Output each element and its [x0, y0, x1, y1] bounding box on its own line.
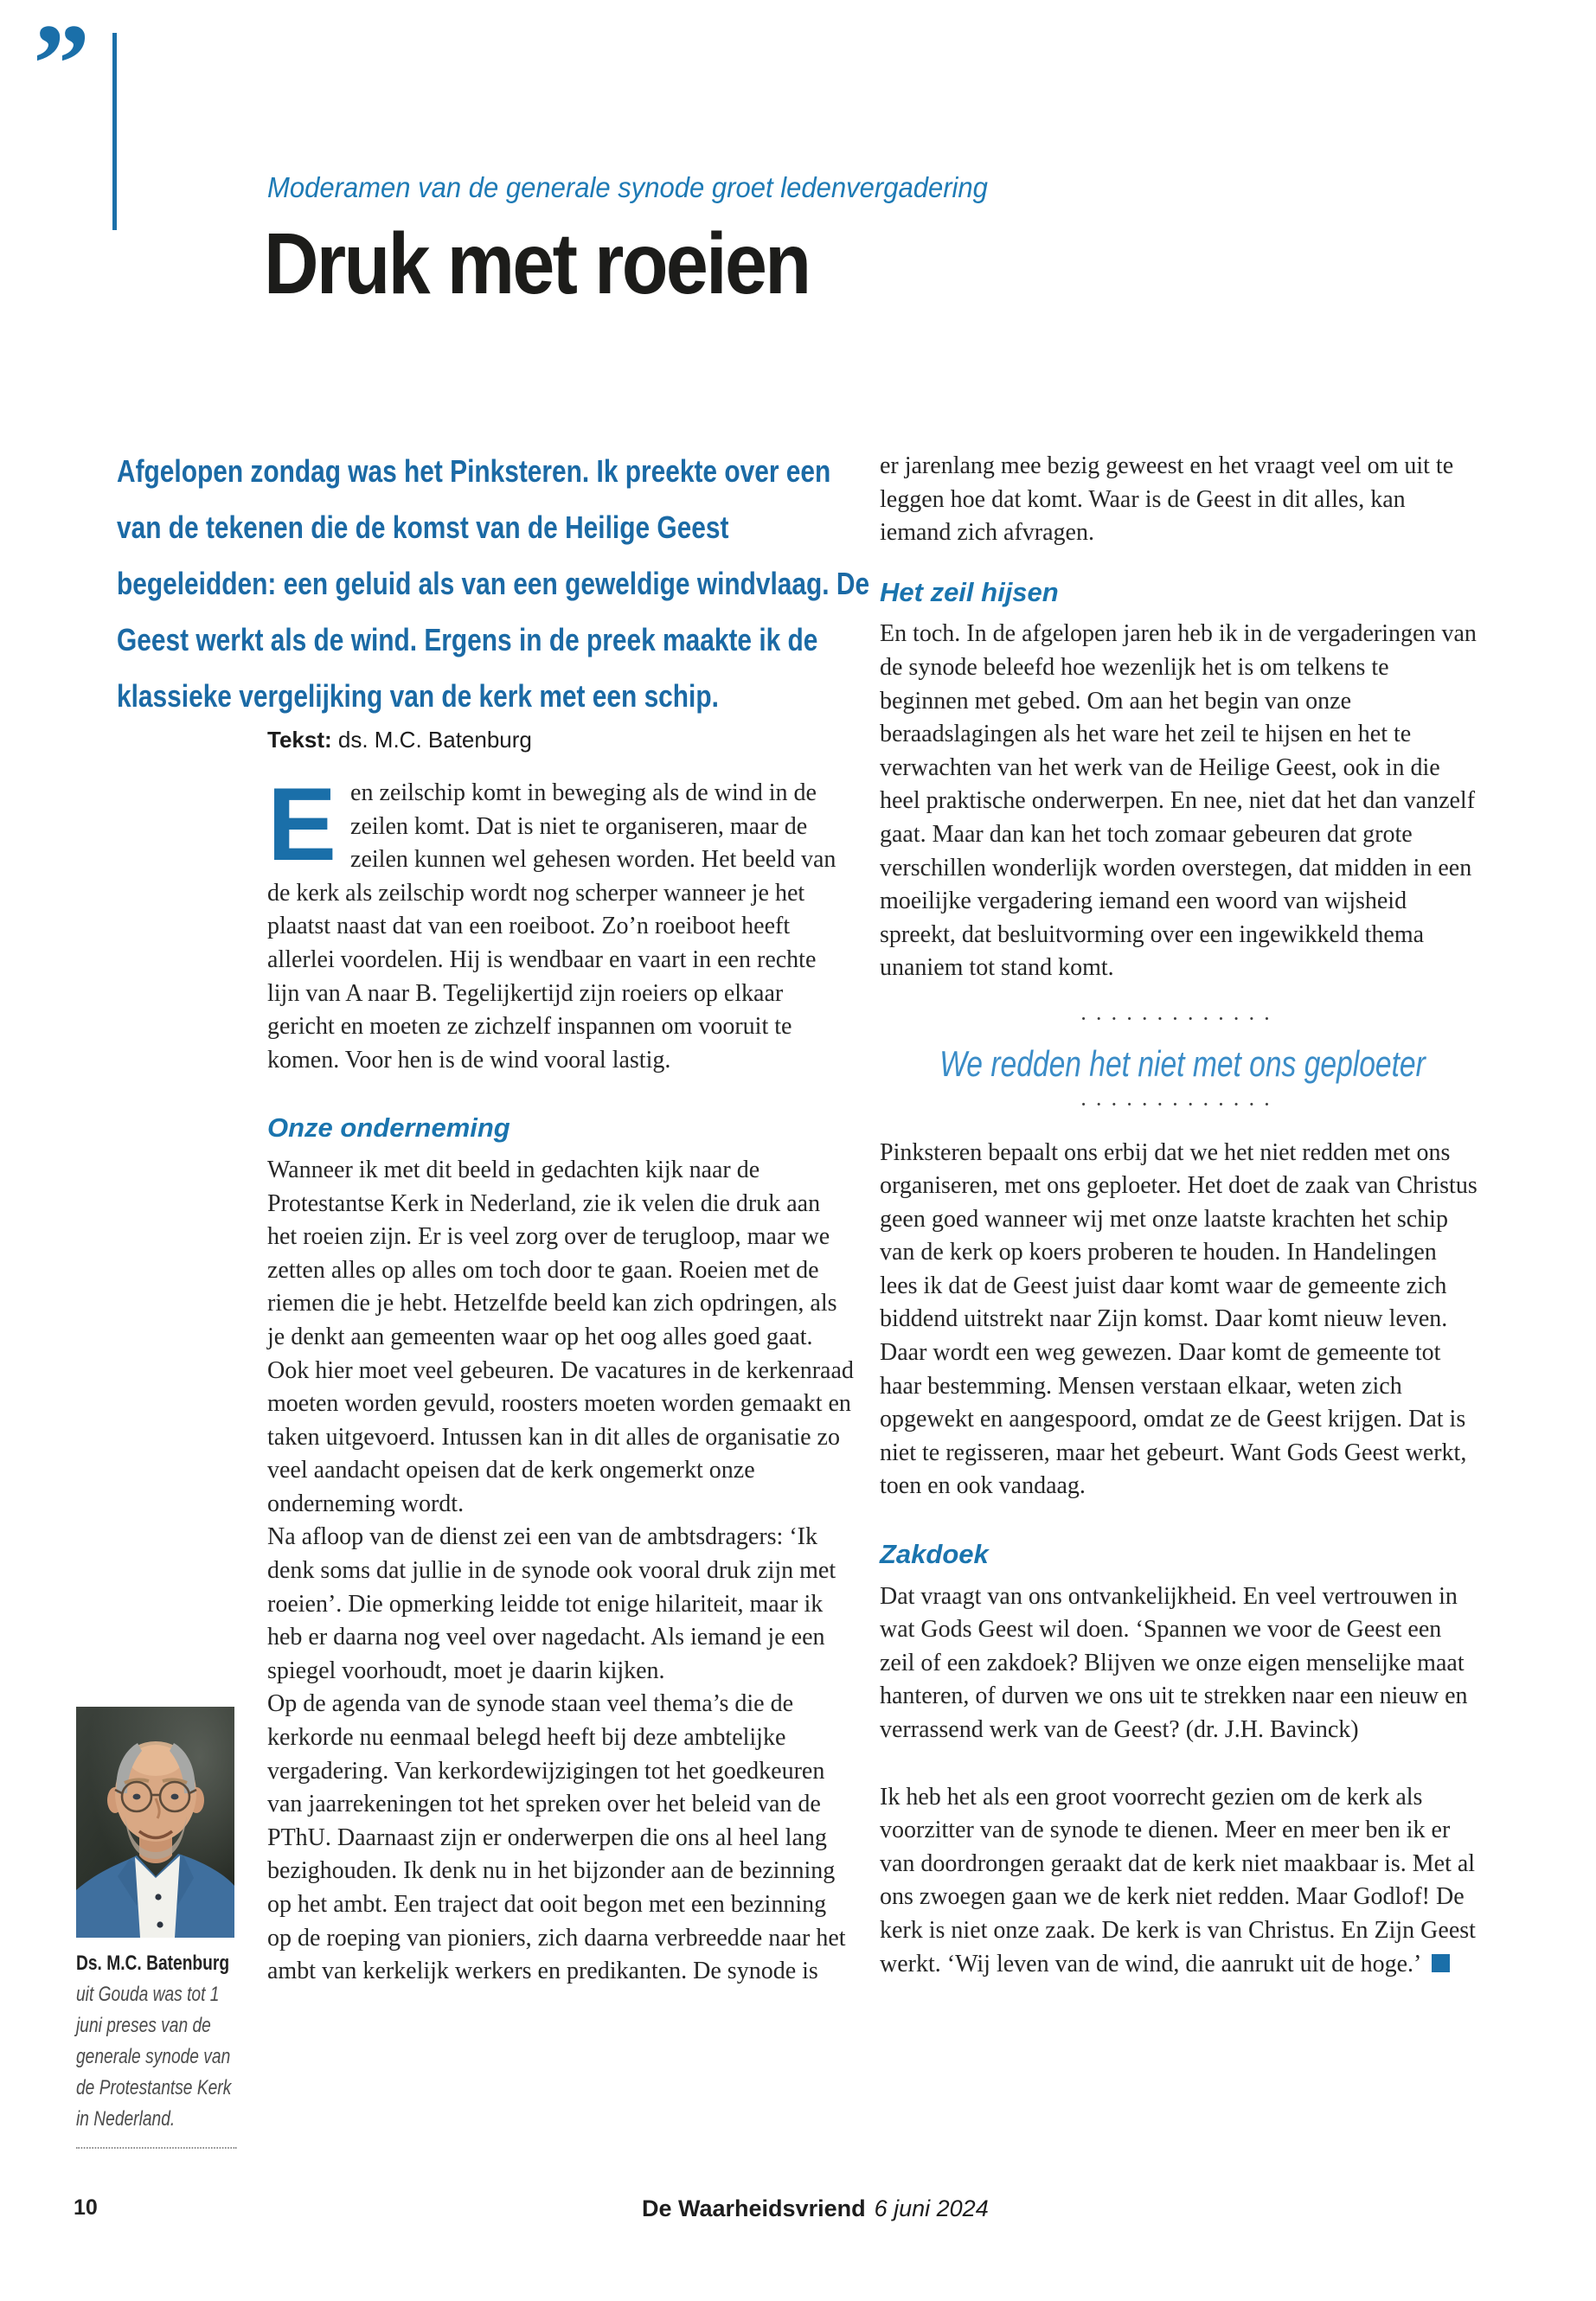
intro-paragraph: Afgelopen zondag was het Pinksteren. Ik preekte over een van de tekenen die de komst van de Heilige Geest begeleidden: een geluid als van een geweldige windvlaag. De Geest werkt als de wind. Ergens in de preek maakte ik de klassieke vergelijking van de kerk met een schip.	[117, 453, 870, 714]
body-paragraph	[267, 766, 854, 1077]
photo-caption	[76, 1948, 237, 2149]
body-paragraph: Pinksteren bepaalt ons erbij dat we het niet redden met ons organiseren, met ons geploeter. Het doet de zaak van Christus geen goed wanneer wij met onze laatste krachten het schip van de kerk op koers proberen te houden. In Handelingen lees ik dat de Geest juist daar komt waar de gemeente zich biddend uitstrekt naar Zijn komst. Daar komt nieuw leven. Daar wordt een weg gewezen. Daar komt de gemeente tot haar bestemming. Mensen verstaan elkaar, weten zich opgewekt en aangespoord, omdat ze de Geest krijgen. Dat is niet te regisseren, maar het gebeurt. Want Gods Geest werkt, toen en ook vandaag.	[880, 1138, 1477, 1500]
subheading-onze-onderneming: Onze onderneming	[267, 1112, 510, 1144]
end-mark-square	[1432, 1954, 1450, 1972]
body-paragraph: En toch. In de afgelopen jaren heb ik in de vergaderingen van de synode beleefd hoe wezenlijk het is om telkens te beginnen met gebed. Om aan het begin van onze beraadslagingen als het ware het zeil te hijsen en het te verwachten van het werk van de Heilige Geest, ook in die heel praktische onderwerpen. En nee, niet dat het dan vanzelf gaat. Maar dan kan het toch zomaar gebeuren dat grote verschillen wonderlijk worden overstegen, dat midden in een moeilijke vergadering iemand een woord van wijsheid spreekt, dat besluitvorming over een ingewikkeld thema unaniem tot stand komt.	[880, 620, 1477, 982]
caption-name: Ds. M.C. Batenburg	[76, 1952, 230, 1975]
portrait-photo	[76, 1707, 234, 1938]
body-paragraph: er jarenlang mee bezig geweest en het vraagt veel om uit te leggen hoe dat komt. Waar is de Geest in dit alles, kan iemand zich afvragen.	[880, 452, 1454, 547]
paragraph-text: en zeilschip komt in beweging als de wind in de zeilen komt. Dat is niet te organiseren, maar de zeilen kunnen wel gehesen worden. Het beeld van de kerk als zeilschip wordt nog scherper wanneer je het plaatst naast dat van een roeiboot. Zo’n roeiboot heeft allerlei voordelen. Hij is wendbaar en vaart in een rechte lijn van A naar B. Tegelijkertijd zijn roeiers op elkaar gericht en moeten ze zichzelf inspannen om vooruit te komen. Voor hen is de wind vooral lastig.	[267, 779, 836, 1074]
dotted-separator: ·············	[1080, 1091, 1279, 1117]
byline-author: ds. M.C. Batenburg	[337, 727, 532, 753]
portrait-photo-illustration	[76, 1707, 234, 1938]
page-number: 10	[74, 2195, 98, 2220]
dotted-separator: ·············	[1080, 1005, 1279, 1031]
page-title: Druk met roeien	[264, 215, 810, 312]
body-paragraph: Op de agenda van de synode staan veel thema’s die de kerkorde nu eenmaal belegd heeft bij deze ambtelijke vergadering. Van kerkordewijzigingen tot het goedkeuren van jaarrekeningen tot het spreken over het beleid van de PThU. Daarnaast zijn er onderwerpen die ons al heel lang bezighouden. Ik denk nu in het bijzonder aan de bezinning op het ambt. Een traject dat ooit begon met een bezinning op de roeping van pioniers, zich daarna verbreedde naar het ambt van kerkelijk werkers en predikanten. De synode is	[267, 1690, 846, 1985]
right-column	[880, 450, 1478, 1981]
body-paragraph: Dat vraagt van ons ontvankelijkheid. En veel vertrouwen in wat Gods Geest wil doen. ‘Spannen we voor de Geest een zeil of een zakdoek? Blijven we onze eigen menselijke maat hanteren, of durven we ons uit te strekken naar een nieuw en verrassend werk van de Geest? (dr. J.H. Bavinck)	[880, 1582, 1468, 1743]
left-column	[267, 766, 854, 1989]
magazine-name: De Waarheidsvriend	[642, 2195, 866, 2221]
paragraph-text: Ik heb het als een groot voorrecht gezien om de kerk als voorzitter van de synode te dienen. Meer en meer ben ik er van doordrongen geraakt dat de kerk niet maakbaar is. Met al ons zwoegen gaan we de kerk niet redden. Maar Godlof! De kerk is niet onze zaak. De kerk is van Christus. En Zijn Geest werkt. ‘Wij leven van de wind, die aanrukt uit de hoge.’	[880, 1783, 1476, 1977]
byline	[267, 727, 532, 753]
byline-label: Tekst:	[267, 727, 332, 753]
body-paragraph	[880, 1781, 1478, 1982]
kicker: Moderamen van de generale synode groet ledenvergadering	[267, 171, 988, 203]
body-paragraph: Wanneer ik met dit beeld in gedachten kijk naar de Protestantse Kerk in Nederland, zie ik velen die druk aan het roeien zijn. Er is veel zorg over de terugloop, maar we zetten alles op alles om toch door te gaan. Roeien met de riemen die je hebt. Hetzelfde beeld kan zich opdringen, als je denkt aan gemeenten waar op het oog alles goed gaat. Ook hier moet veel gebeuren. De vacatures in de kerkenraad moeten worden gevuld, roosters moeten worden gemaakt en taken uitgevoerd. Intussen kan in dit alles de organisatie zo veel aandacht opeisen dat de kerk ongemerkt onze onderneming wordt.	[267, 1156, 854, 1517]
footer	[642, 2195, 989, 2222]
issue-date: 6 juni 2024	[874, 2195, 989, 2221]
pull-quote: We redden het niet met ons geploeter	[939, 1042, 1426, 1084]
quote-mark-icon: ”	[33, 0, 90, 127]
body-paragraph: Na afloop van de dienst zei een van de ambtsdragers: ‘Ik denk soms dat jullie in de synode ook vooral druk zijn met roeien’. Die opmerking leidde tot enige hilariteit, maar ik heb er daarna nog veel over nagedacht. Als iemand je een spiegel voorhoudt, moet je daarin kijken.	[267, 1523, 836, 1684]
subheading-zakdoek: Zakdoek	[880, 1539, 989, 1570]
vertical-rule	[112, 33, 117, 230]
dropcap: E	[267, 766, 337, 882]
caption-text: uit Gouda was tot 1 juni preses van de generale synode van de Protestantse Kerk in Nederland.	[76, 1979, 237, 2149]
subheading-het-zeil-hijsen: Het zeil hijsen	[880, 576, 1059, 607]
